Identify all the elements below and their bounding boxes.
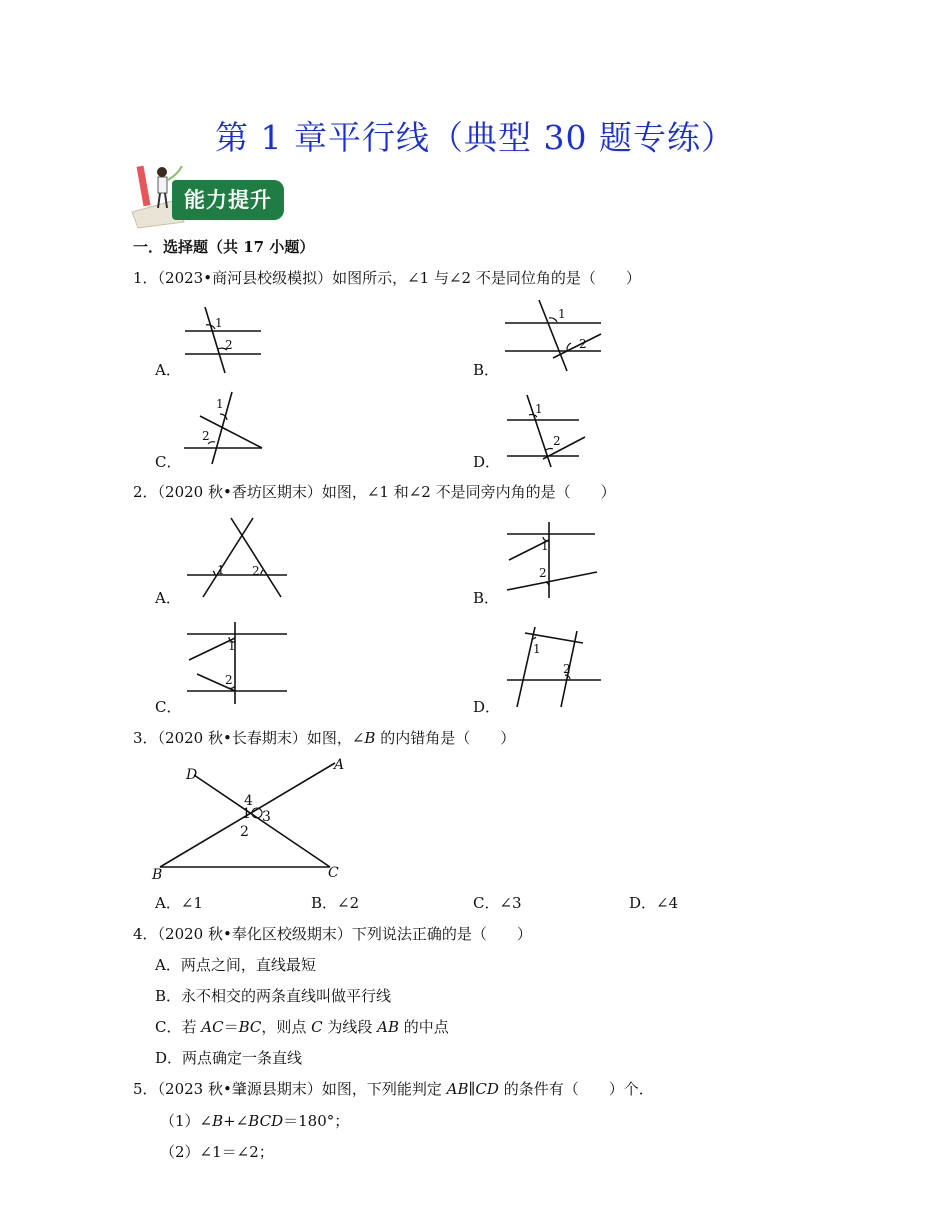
q3-angle-3: 3 [262, 809, 271, 825]
q3-point-c: C [328, 865, 339, 881]
q1-stem: 1．（2023•商河县校级模拟）如图所示，∠1 与∠2 不是同位角的是（ ） [133, 269, 641, 287]
q3-option-d[interactable]: D．∠4 [629, 894, 679, 912]
q3-stem: 3．（2020 秋•长春期末）如图，∠B 的内错角是（ ） [133, 729, 516, 747]
q3-angle-4: 4 [244, 793, 253, 809]
q1d-mark-1: 1 [535, 402, 543, 416]
ability-badge-label: 能力提升 [172, 180, 284, 220]
q4-stem: 4．（2020 秋•奉化区校级期末）下列说法正确的是（ ） [133, 925, 532, 943]
q1-figure-c [182, 390, 272, 466]
q2b-mark-2: 2 [539, 566, 547, 580]
q1d-mark-2: 2 [553, 434, 561, 448]
q1-option-a-label[interactable]: A． [155, 361, 181, 379]
q2-option-a-label[interactable]: A． [155, 589, 181, 607]
q1c-mark-1: 1 [216, 397, 224, 411]
q2c-mark-1: 1 [228, 639, 236, 653]
q3-option-c[interactable]: C．∠3 [473, 894, 522, 912]
section-heading: 一．选择题（共 17 小题） [133, 238, 315, 256]
q2d-mark-2: 2 [563, 662, 571, 676]
q2d-mark-1: 1 [533, 642, 541, 656]
q2-option-c-label[interactable]: C． [155, 698, 182, 716]
q2a-mark-1: 1 [217, 563, 225, 577]
q1b-mark-1: 1 [558, 307, 566, 321]
q2a-mark-2: 2 [252, 564, 260, 578]
q2-figure-b [505, 520, 600, 600]
q5-condition-1: （1）∠B+∠BCD＝180°； [160, 1112, 350, 1130]
q3-point-d: D [186, 767, 198, 783]
q2-figure-a [185, 515, 290, 600]
q3-point-b: B [152, 867, 163, 883]
q3-option-b[interactable]: B．∠2 [311, 894, 360, 912]
q5-stem: 5．（2023 秋•肇源县期末）如图，下列能判定 AB∥CD 的条件有（ ）个． [133, 1080, 654, 1098]
q4-option-d[interactable]: D．两点确定一条直线 [155, 1049, 303, 1067]
q3-figure [150, 755, 360, 885]
q1c-mark-2: 2 [202, 429, 210, 443]
q1-option-b-label[interactable]: B． [473, 361, 500, 379]
q4-option-c[interactable]: C．若 AC＝BC，则点 C 为线段 AB 的中点 [155, 1018, 449, 1036]
q2-option-b-label[interactable]: B． [473, 589, 500, 607]
q2-stem: 2．（2020 秋•香坊区期末）如图，∠1 和∠2 不是同旁内角的是（ ） [133, 483, 616, 501]
q4-option-a[interactable]: A．两点之间，直线最短 [155, 956, 316, 974]
q4-option-b[interactable]: B．永不相交的两条直线叫做平行线 [155, 987, 392, 1005]
q3-point-a: A [334, 757, 345, 773]
q5-condition-2: （2）∠1＝∠2； [160, 1143, 274, 1161]
q1b-mark-2: 2 [579, 337, 587, 351]
q1a-mark-2: 2 [225, 338, 233, 352]
q1-option-d-label[interactable]: D． [473, 453, 501, 471]
q3-option-a[interactable]: A．∠1 [155, 894, 203, 912]
q1-figure-d [505, 393, 595, 469]
q3-angle-1: 1 [242, 806, 251, 822]
q1a-mark-1: 1 [215, 316, 223, 330]
q2b-mark-1: 1 [541, 539, 549, 553]
q2-option-d-label[interactable]: D． [473, 698, 501, 716]
document-title: 第 1 章平行线（典型 30 题专练） [215, 118, 735, 157]
q3-angle-2: 2 [240, 824, 249, 840]
q2-figure-d [505, 625, 605, 710]
q1-figure-b [505, 298, 605, 373]
q2-figure-c [185, 620, 290, 705]
q1-figure-a [185, 305, 265, 375]
q2c-mark-2: 2 [225, 673, 233, 687]
q1-option-c-label[interactable]: C． [155, 453, 182, 471]
